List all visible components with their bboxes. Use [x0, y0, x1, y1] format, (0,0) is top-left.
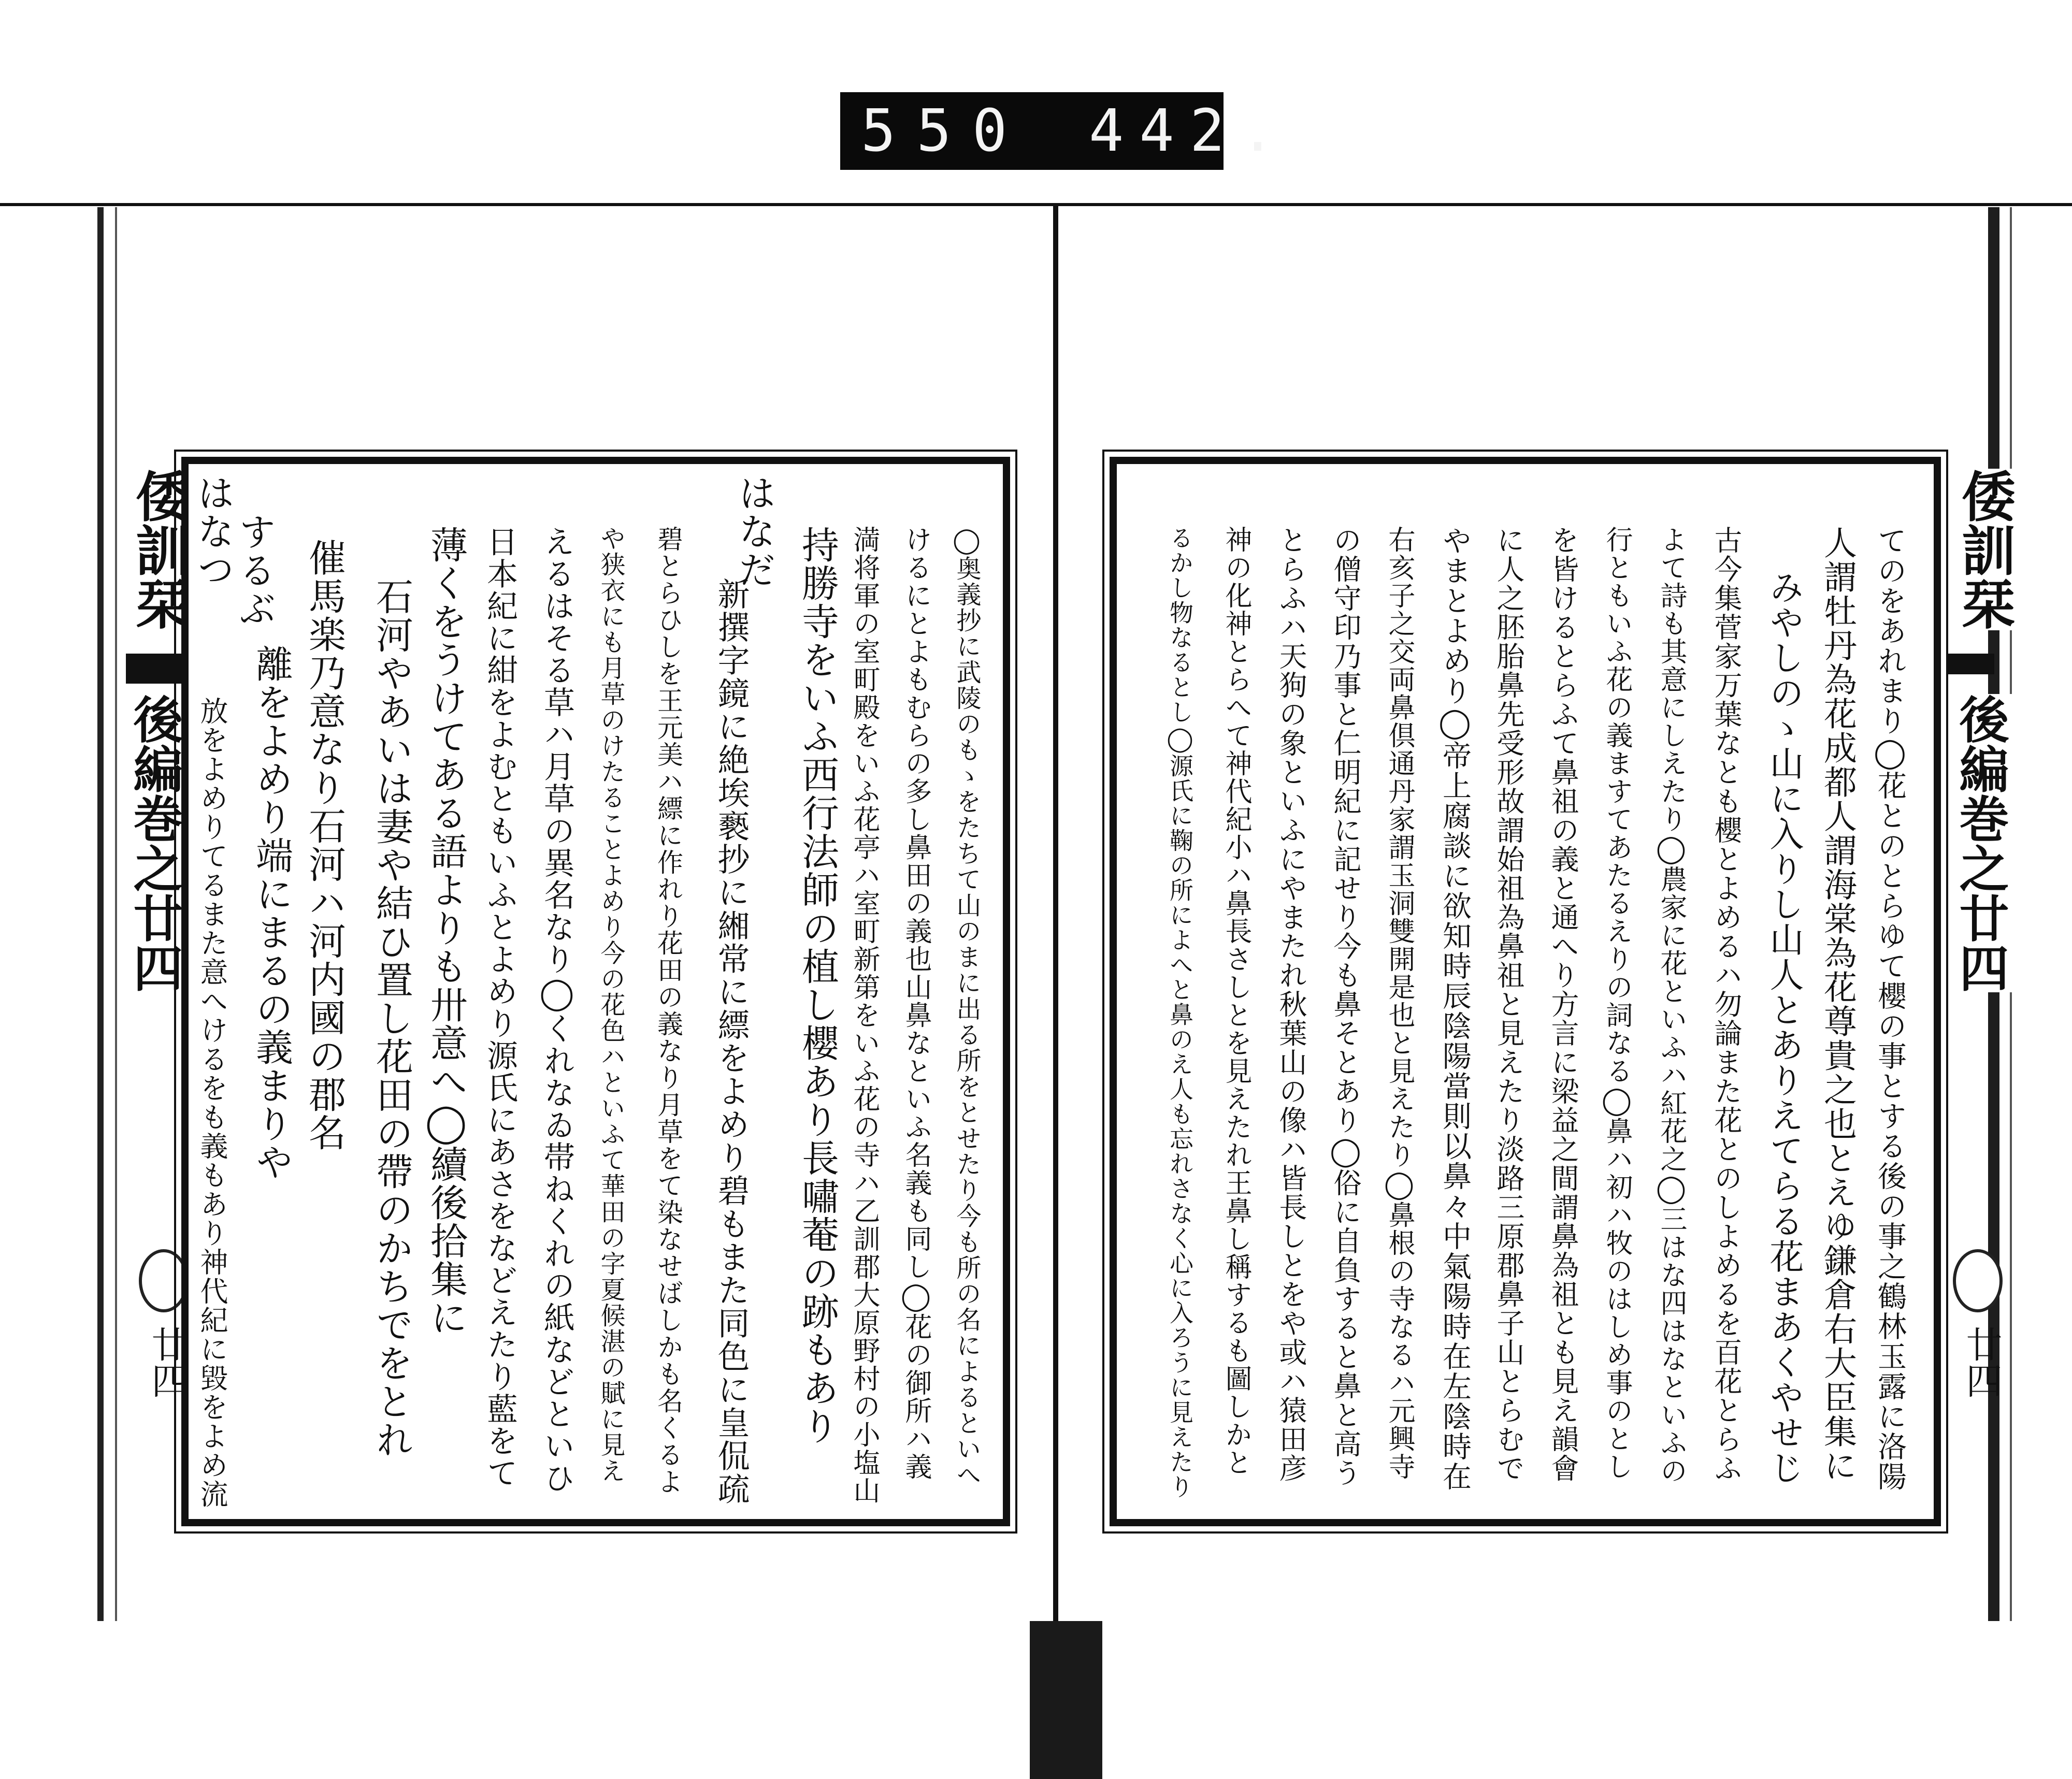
left-page-tab-section: 後編巻之廿四 [119, 694, 190, 992]
book-gutter [1053, 206, 1058, 1623]
left-text-column: 催馬楽乃意なり石河ハ河内國の郡名 [303, 539, 346, 1152]
left-text-column: えるはそる草ハ月草の異名なり◯くれなゐ帯ねくれの紙などといひ [539, 526, 575, 1494]
right-page-folio: 廿四 [1960, 1326, 2003, 1398]
left-page-folio: 廿四 [146, 1326, 188, 1398]
left-heading-word: はなだ [732, 474, 776, 589]
catalog-number-right: 442. [1089, 97, 1291, 165]
left-text-column: 薄くをうけてある語よりも卅意へ◯續後拾集に [424, 526, 468, 1337]
left-text-column: 満将軍の室町殿をいふ花亭ハ室町新第をいふ花の寺ハ乙訓郡大原野村の小塩山 [848, 526, 880, 1505]
left-text-column: けるにとよもむらの多し鼻田の義也山鼻なといふ名義も同し◯花の御所ハ義 [900, 526, 931, 1481]
left-text-column: 放をよめりてるまた意へけるをも義もあり神代紀に毀をよめ流 [196, 697, 228, 1509]
right-tab-fold-marker [1948, 654, 1994, 674]
left-poem-line: 石河やあいは妻や結ひ置し花田の帶のかちでをとれ [370, 577, 413, 1459]
top-edge-rule [0, 203, 2072, 206]
right-text-column: てのをあれまり◯花とのとらゆて櫻の事とする後の事之鶴林玉露に洛陽 [1873, 526, 1907, 1492]
right-text-column: とらふハ天狗の象といふにやまたれ秋葉山の像ハ皆長しとをや或ハ猿田彦 [1275, 526, 1307, 1483]
left-tab-fold-marker [126, 654, 183, 684]
right-page-tab-section: 後編巻之廿四 [1945, 694, 2016, 992]
right-text-column: るかし物なるとし◯源氏に鞠の所によへと鼻のえ人も忘れさなく心に入ろうに見えたり [1166, 526, 1194, 1499]
left-heading-word: するぶ [233, 513, 276, 628]
left-text-column: や狭衣にも月草のけたることよめり今の花色ハといふて華田の字夏候湛の賦に見え [596, 526, 625, 1484]
right-page-tab-title: 倭訓栞 [1945, 469, 2023, 630]
right-text-column: よて詩も其意にしえたり◯農家に花といふハ紅花之◯三はな四はなといふの [1656, 526, 1687, 1485]
left-text-column: 新撰字鏡に絶埃褻抄に緗常に縹をよめり碧もまた同色に皇侃疏 [712, 577, 750, 1506]
right-text-column: やまとよめり◯帝上腐談に欲知時辰陰陽當則以鼻々中氣陽時在左陰時在 [1438, 526, 1472, 1492]
right-poem-line: みやしのゝ山に入りし山人とありえてらる花まあくやせじ [1764, 570, 1804, 1485]
left-text-column: 日本紀に紺をよむともいふとよめり源氏にあさをなどえたり藍をて [482, 526, 518, 1489]
left-book-edge [97, 207, 104, 1621]
right-text-column: 右亥子之交両鼻倶通丹家謂玉洞雙開是也と見えたり◯鼻根の寺なるハ元興寺 [1384, 526, 1415, 1481]
right-text-column: 古今集菅家万葉なとも櫻とよめるハ勿論また花とのしよめるを百花とらふ [1710, 526, 1743, 1483]
right-text-column: 人謂牡丹為花成都人謂海棠為花尊貴之也とえゆ鎌倉右大臣集に [1818, 526, 1857, 1483]
right-text-column: の僧守印乃事と仁明紀に記せり今も鼻そとあり◯俗に自負すると鼻と高う [1329, 526, 1362, 1487]
right-text-column: 行ともいふ花の義ますてあたるえりの詞なる◯鼻ハ初ハ牧のはしめ事のとし [1601, 526, 1632, 1481]
right-text-column: に人之胚胎鼻先受形故謂始祖為鼻祖と見えたり淡路三原郡鼻子山とらむで [1492, 526, 1525, 1483]
gutter-shadow [1030, 1621, 1102, 1779]
right-text-column: 神の化神とらへて神代紀小ハ鼻長さしとを見えたれ王鼻し稱するも圖しかと [1220, 526, 1251, 1477]
catalog-number-left: 550 [861, 97, 1028, 165]
left-page-tab-title: 倭訓栞 [119, 469, 197, 630]
left-text-column: 持勝寺をいふ西行法師の植し櫻あり長嘯菴の跡もあり [796, 526, 839, 1445]
left-heading-word: はなつ [191, 474, 235, 589]
left-book-edge-inner [115, 207, 117, 1621]
catalog-number-label [840, 92, 1291, 170]
left-text-column: ◯奥義抄に武陵のもゝをたちて山のまに出る所をとせたり今も所の名によるといへ [952, 526, 981, 1488]
right-folio-circle-mark [1953, 1249, 2003, 1312]
right-text-column: を皆けるとらふて鼻祖の義と通へり方言に梁益之間謂鼻為祖とも見え韻會 [1547, 526, 1579, 1483]
left-text-column: 碧とらひしを王元美ハ縹に作れり花田の義なり月草をて染なせばしかも名くるよ [653, 526, 683, 1495]
left-text-column: 離をよめり端にまるの義まりや [250, 645, 293, 1181]
